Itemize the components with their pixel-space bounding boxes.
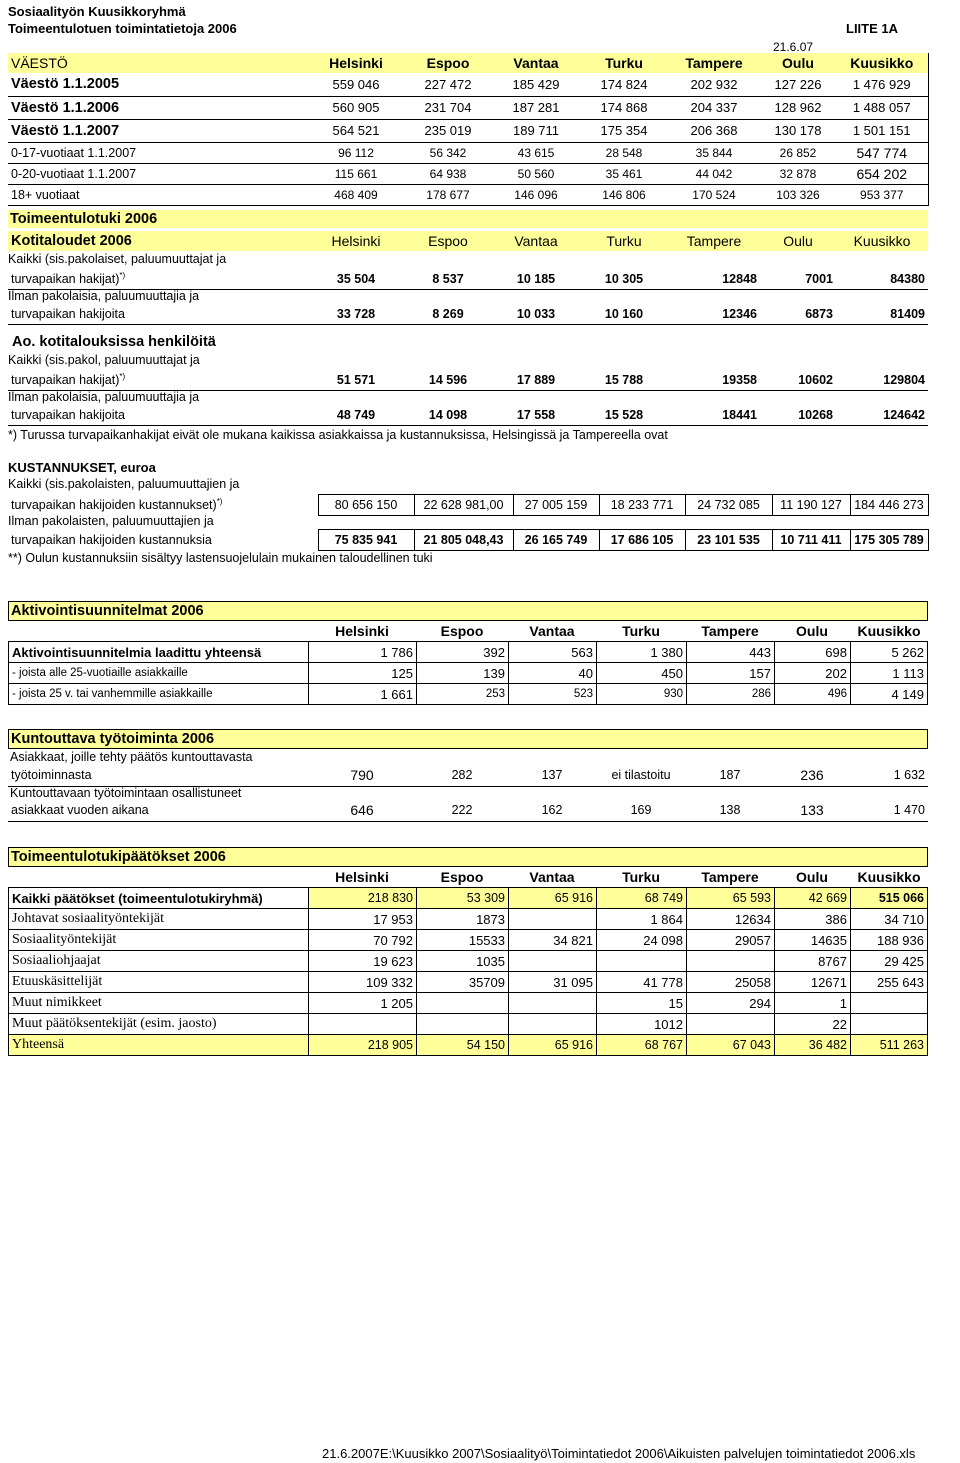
col-turku: Turku bbox=[622, 623, 660, 639]
value-cell: 34 710 bbox=[851, 909, 928, 930]
population-row bbox=[8, 96, 928, 119]
value-cell bbox=[851, 1014, 928, 1035]
value-cell bbox=[597, 951, 687, 972]
value-cell: 496 bbox=[775, 684, 851, 705]
value-cell: 54 150 bbox=[417, 1035, 509, 1056]
row-label: Väestö 1.1.2007 bbox=[11, 122, 120, 139]
col-espoo: Espoo bbox=[440, 623, 484, 639]
p-excl-row bbox=[8, 405, 928, 426]
value-cell: 115 661 bbox=[334, 166, 378, 181]
value-cell: 65 916 bbox=[509, 888, 597, 909]
value-cell: 133 bbox=[800, 801, 824, 818]
col-turku: Turku bbox=[605, 55, 643, 71]
rehab-row-2 bbox=[8, 799, 928, 822]
value-cell: 450 bbox=[597, 663, 687, 684]
support-footnote: *) Turussa turvapaikanhakijat eivät ole mukana kaikissa asiakkaissa ja kustannuksissa, Helsingissä ja Tampereella ovat bbox=[8, 428, 668, 442]
row-label: 0-17-vuotiaat 1.1.2007 bbox=[11, 145, 137, 160]
row-label: - joista 25 v. tai vanhemmille asiakkaille bbox=[9, 684, 309, 705]
value-cell: 1 786 bbox=[309, 642, 417, 663]
value-cell: 124642 bbox=[883, 408, 925, 422]
value-cell: 17 953 bbox=[309, 909, 417, 930]
value-cell: 10602 bbox=[798, 373, 833, 387]
row-label: Sosiaalityöntekijät bbox=[9, 930, 309, 951]
col-vantaa: Vantaa bbox=[529, 869, 575, 885]
costs-all-label-1: Kaikki (sis.pakolaisten, paluumuuttajien ja bbox=[8, 477, 240, 491]
value-cell: 15 788 bbox=[604, 373, 644, 387]
value-cell bbox=[687, 1014, 775, 1035]
value-cell: 294 bbox=[687, 993, 775, 1014]
activation-row bbox=[9, 663, 928, 684]
value-cell: 10 160 bbox=[604, 307, 644, 321]
footnote-mark: *) bbox=[216, 497, 223, 507]
value-cell: 19358 bbox=[722, 373, 757, 387]
value-cell: 48 749 bbox=[336, 408, 376, 422]
value-cell: 222 bbox=[451, 802, 473, 817]
hh-all-label-2: turvapaikan hakijat) bbox=[11, 272, 120, 287]
decisions-sum-row bbox=[9, 1035, 928, 1056]
value-cell: 286 bbox=[687, 684, 775, 705]
value-cell: 511 263 bbox=[851, 1035, 928, 1056]
value-cell: 12671 bbox=[775, 972, 851, 993]
col-kuusikko: Kuusikko bbox=[857, 869, 921, 885]
col-tampere: Tampere bbox=[701, 869, 759, 885]
value-cell: 235 019 bbox=[424, 123, 472, 138]
value-cell: 1 661 bbox=[309, 684, 417, 705]
population-row bbox=[8, 142, 928, 163]
rehab-r1-label-1: Asiakkaat, joille tehty päätös kuntouttavasta bbox=[10, 750, 253, 764]
value-cell: 185 429 bbox=[512, 76, 560, 92]
activation-header bbox=[8, 621, 928, 641]
appendix-label: LIITE 1A bbox=[846, 21, 899, 36]
value-cell: 175 354 bbox=[600, 123, 648, 138]
value-cell: 174 824 bbox=[600, 76, 648, 92]
value-cell: 67 043 bbox=[687, 1035, 775, 1056]
decisions-row bbox=[9, 972, 928, 993]
value-cell: 564 521 bbox=[332, 123, 380, 138]
value-cell: 1012 bbox=[597, 1014, 687, 1035]
value-cell: 28 548 bbox=[605, 145, 643, 160]
value-cell: 392 bbox=[417, 642, 509, 663]
value-cell: 21 805 048,43 bbox=[414, 530, 513, 551]
value-cell: 218 905 bbox=[309, 1035, 417, 1056]
row-label: 0-20-vuotiaat 1.1.2007 bbox=[11, 166, 137, 181]
col-oulu: Oulu bbox=[796, 623, 828, 639]
value-cell: 174 868 bbox=[600, 100, 648, 115]
org-name: Sosiaalityön Kuusikkoryhmä bbox=[8, 4, 186, 19]
value-cell: 8767 bbox=[775, 951, 851, 972]
col-helsinki: Helsinki bbox=[329, 55, 383, 71]
col-tampere: Tampere bbox=[685, 55, 743, 71]
value-cell: 26 165 749 bbox=[513, 530, 599, 551]
col-turku: Turku bbox=[622, 869, 660, 885]
hh-all-row bbox=[8, 269, 928, 290]
value-cell: 24 098 bbox=[597, 930, 687, 951]
value-cell: 103 326 bbox=[776, 187, 820, 202]
value-cell: 35 844 bbox=[695, 145, 733, 160]
value-cell: 36 482 bbox=[775, 1035, 851, 1056]
value-cell: 5 262 bbox=[851, 642, 928, 663]
value-cell: 1 380 bbox=[597, 642, 687, 663]
value-cell: 68 749 bbox=[597, 888, 687, 909]
value-cell: 27 005 159 bbox=[513, 495, 599, 516]
decisions-title: Toimeentulotukipäätökset 2006 bbox=[8, 847, 928, 867]
value-cell: 81409 bbox=[890, 307, 925, 321]
value-cell: 8 269 bbox=[432, 307, 464, 321]
households-header bbox=[8, 231, 928, 251]
value-cell: 1 470 bbox=[893, 802, 925, 817]
value-cell: 547 774 bbox=[856, 144, 908, 161]
col-helsinki: Helsinki bbox=[331, 233, 381, 249]
value-cell: 33 728 bbox=[336, 307, 376, 321]
hh-excl-row bbox=[8, 304, 928, 325]
value-cell: 68 767 bbox=[597, 1035, 687, 1056]
activation-row bbox=[9, 642, 928, 663]
value-cell: 175 305 789 bbox=[850, 530, 928, 551]
row-label: Väestö 1.1.2006 bbox=[11, 99, 120, 116]
value-cell: 8 537 bbox=[432, 272, 464, 286]
activation-title: Aktivointisuunnitelmat 2006 bbox=[8, 601, 928, 621]
value-cell bbox=[509, 909, 597, 930]
value-cell: 25058 bbox=[687, 972, 775, 993]
col-kuusikko: Kuusikko bbox=[857, 623, 921, 639]
population-table bbox=[8, 53, 929, 206]
value-cell: 559 046 bbox=[332, 76, 380, 92]
value-cell: 1035 bbox=[417, 951, 509, 972]
activation-table bbox=[8, 641, 928, 705]
value-cell: 184 446 273 bbox=[850, 495, 928, 516]
value-cell bbox=[417, 993, 509, 1014]
value-cell: 188 936 bbox=[851, 930, 928, 951]
value-cell: 43 615 bbox=[517, 145, 555, 160]
decisions-table bbox=[8, 887, 928, 1056]
value-cell: 35 461 bbox=[605, 166, 643, 181]
value-cell: 187 281 bbox=[512, 100, 560, 115]
col-tampere: Tampere bbox=[701, 623, 759, 639]
value-cell: 146 806 bbox=[602, 187, 646, 202]
value-cell: 1 632 bbox=[893, 767, 925, 782]
value-cell: 17 889 bbox=[516, 373, 556, 387]
value-cell: 10 185 bbox=[516, 272, 556, 286]
footnote-mark: *) bbox=[119, 271, 126, 281]
col-oulu: Oulu bbox=[782, 55, 814, 71]
value-cell: 1 488 057 bbox=[852, 100, 911, 115]
value-cell: 65 593 bbox=[687, 888, 775, 909]
value-cell: 34 821 bbox=[509, 930, 597, 951]
col-vantaa: Vantaa bbox=[529, 623, 575, 639]
value-cell: 11 190 127 bbox=[772, 495, 850, 516]
value-cell bbox=[509, 993, 597, 1014]
value-cell: 56 342 bbox=[429, 145, 467, 160]
value-cell: 282 bbox=[451, 767, 473, 782]
costs-excl-label-1: Ilman pakolaisten, paluumuuttajien ja bbox=[8, 514, 214, 528]
value-cell: 162 bbox=[541, 802, 563, 817]
value-cell: 17 686 105 bbox=[599, 530, 685, 551]
report-date: 21.6.07 bbox=[773, 40, 814, 54]
value-cell bbox=[687, 951, 775, 972]
decisions-row bbox=[9, 1014, 928, 1035]
value-cell: 80 656 150 bbox=[318, 495, 414, 516]
value-cell: 646 bbox=[350, 801, 374, 818]
value-cell: 23 101 535 bbox=[685, 530, 772, 551]
value-cell: 6873 bbox=[805, 307, 833, 321]
value-cell: 206 368 bbox=[690, 123, 738, 138]
value-cell: ei tilastoitu bbox=[611, 767, 671, 782]
p-all-row bbox=[8, 370, 928, 391]
value-cell: 75 835 941 bbox=[318, 530, 414, 551]
value-cell: 10268 bbox=[798, 408, 833, 422]
value-cell: 563 bbox=[509, 642, 597, 663]
decisions-row bbox=[9, 951, 928, 972]
value-cell: 14635 bbox=[775, 930, 851, 951]
col-espoo: Espoo bbox=[428, 233, 468, 249]
value-cell: 139 bbox=[417, 663, 509, 684]
col-oulu: Oulu bbox=[796, 869, 828, 885]
row-label: - joista alle 25-vuotiaille asiakkaille bbox=[9, 663, 309, 684]
value-cell: 170 524 bbox=[692, 187, 736, 202]
value-cell: 64 938 bbox=[429, 166, 467, 181]
value-cell: 51 571 bbox=[336, 373, 376, 387]
costs-footnote: **) Oulun kustannuksiin sisältyy lastensuojelulain mukainen taloudellinen tuki bbox=[8, 551, 433, 565]
document-subtitle: Toimeentulotuen toimintatietoja 2006 bbox=[8, 21, 237, 36]
value-cell: 202 932 bbox=[690, 76, 738, 92]
rehab-title: Kuntouttava työtoiminta 2006 bbox=[8, 729, 928, 749]
value-cell: 12848 bbox=[722, 272, 757, 286]
value-cell: 1 476 929 bbox=[852, 76, 911, 92]
row-label: Väestö 1.1.2005 bbox=[11, 76, 120, 93]
value-cell: 14 098 bbox=[428, 408, 468, 422]
costs-all-label-2: turvapaikan hakijoiden kustannukset) bbox=[11, 498, 217, 513]
p-all-label-1: Kaikki (sis.pakol, paluumuuttajat ja bbox=[8, 353, 200, 367]
value-cell: 17 558 bbox=[516, 408, 556, 422]
value-cell: 178 677 bbox=[426, 187, 470, 202]
col-kuusikko: Kuusikko bbox=[850, 55, 914, 71]
col-oulu: Oulu bbox=[783, 233, 813, 249]
value-cell: 231 704 bbox=[424, 100, 472, 115]
costs-excl-row bbox=[8, 529, 929, 551]
value-cell: 50 560 bbox=[517, 166, 555, 181]
value-cell: 138 bbox=[719, 802, 741, 817]
value-cell: 129804 bbox=[883, 373, 925, 387]
value-cell bbox=[417, 1014, 509, 1035]
value-cell: 218 830 bbox=[309, 888, 417, 909]
value-cell: 65 916 bbox=[509, 1035, 597, 1056]
decisions-header bbox=[8, 867, 928, 887]
value-cell: 169 bbox=[630, 802, 652, 817]
value-cell: 204 337 bbox=[690, 100, 738, 115]
value-cell: 10 305 bbox=[604, 272, 644, 286]
value-cell: 19 623 bbox=[309, 951, 417, 972]
persons-label: Ao. kotitalouksissa henkilöitä bbox=[12, 334, 216, 350]
decisions-total-row bbox=[9, 888, 928, 909]
value-cell: 698 bbox=[775, 642, 851, 663]
value-cell: 4 149 bbox=[851, 684, 928, 705]
value-cell: 146 096 bbox=[514, 187, 558, 202]
value-cell: 10 033 bbox=[516, 307, 556, 321]
value-cell: 18441 bbox=[722, 408, 757, 422]
value-cell: 125 bbox=[309, 663, 417, 684]
value-cell: 255 643 bbox=[851, 972, 928, 993]
value-cell: 29057 bbox=[687, 930, 775, 951]
value-cell: 14 596 bbox=[428, 373, 468, 387]
population-row bbox=[8, 119, 928, 142]
col-helsinki: Helsinki bbox=[335, 869, 389, 885]
value-cell: 1873 bbox=[417, 909, 509, 930]
value-cell: 15 528 bbox=[604, 408, 644, 422]
value-cell: 560 905 bbox=[332, 100, 380, 115]
decisions-row bbox=[9, 930, 928, 951]
value-cell: 53 309 bbox=[417, 888, 509, 909]
value-cell: 10 711 411 bbox=[772, 530, 850, 551]
value-cell: 7001 bbox=[805, 272, 833, 286]
value-cell: 202 bbox=[775, 663, 851, 684]
value-cell bbox=[509, 1014, 597, 1035]
value-cell: 12634 bbox=[687, 909, 775, 930]
costs-all-row bbox=[8, 494, 929, 516]
value-cell bbox=[309, 1014, 417, 1035]
value-cell: 31 095 bbox=[509, 972, 597, 993]
value-cell: 157 bbox=[687, 663, 775, 684]
p-excl-label-1: Ilman pakolaisia, paluumuuttajia ja bbox=[8, 390, 200, 404]
value-cell: 29 425 bbox=[851, 951, 928, 972]
support-title: Toimeentulotuki 2006 bbox=[8, 210, 928, 228]
value-cell: 15 bbox=[597, 993, 687, 1014]
value-cell: 1 205 bbox=[309, 993, 417, 1014]
decisions-row bbox=[9, 993, 928, 1014]
rehab-r2-label-1: Kuntouttavaan työtoimintaan osallistuneet bbox=[10, 786, 242, 800]
row-label: Muut päätöksentekijät (esim. jaosto) bbox=[9, 1014, 309, 1035]
value-cell: 189 711 bbox=[512, 123, 560, 138]
hh-excl-label-1: Ilman pakolaisia, paluumuuttajia ja bbox=[8, 289, 200, 303]
value-cell: 468 409 bbox=[334, 187, 378, 202]
hh-excl-label-2: turvapaikan hakijoita bbox=[11, 307, 125, 321]
value-cell: 26 852 bbox=[779, 145, 817, 160]
value-cell: 253 bbox=[417, 684, 509, 705]
row-label: Muut nimikkeet bbox=[9, 993, 309, 1014]
value-cell: 236 bbox=[800, 766, 824, 783]
row-label: Johtavat sosiaalityöntekijät bbox=[9, 909, 309, 930]
col-turku: Turku bbox=[606, 233, 642, 249]
costs-excl-label-2: turvapaikan hakijoiden kustannuksia bbox=[11, 533, 212, 547]
population-row bbox=[8, 184, 928, 205]
col-vantaa: Vantaa bbox=[513, 55, 559, 71]
value-cell: 22 628 981,00 bbox=[414, 495, 513, 516]
households-label: Kotitaloudet 2006 bbox=[11, 233, 132, 249]
value-cell: 523 bbox=[509, 684, 597, 705]
hh-all-label-1: Kaikki (sis.pakolaiset, paluumuuttajat ja bbox=[8, 252, 227, 266]
value-cell: 15533 bbox=[417, 930, 509, 951]
value-cell: 35 504 bbox=[336, 272, 376, 286]
value-cell: 41 778 bbox=[597, 972, 687, 993]
costs-title: KUSTANNUKSET, euroa bbox=[8, 460, 156, 475]
value-cell: 790 bbox=[350, 766, 374, 783]
value-cell: 1 501 151 bbox=[852, 123, 911, 138]
rehab-r1-label-2: työtoiminnasta bbox=[11, 767, 92, 782]
value-cell: 40 bbox=[509, 663, 597, 684]
value-cell: 109 332 bbox=[309, 972, 417, 993]
value-cell: 12346 bbox=[722, 307, 757, 321]
col-espoo: Espoo bbox=[440, 869, 484, 885]
value-cell: 35709 bbox=[417, 972, 509, 993]
p-all-label-2: turvapaikan hakijat) bbox=[11, 373, 120, 388]
value-cell: 386 bbox=[775, 909, 851, 930]
value-cell: 130 178 bbox=[774, 123, 822, 138]
value-cell bbox=[509, 951, 597, 972]
row-label: 18+ vuotiaat bbox=[11, 187, 80, 202]
p-excl-label-2: turvapaikan hakijoita bbox=[11, 408, 125, 422]
value-cell: 1 bbox=[775, 993, 851, 1014]
decisions-row bbox=[9, 909, 928, 930]
value-cell: 137 bbox=[541, 767, 563, 782]
value-cell: 42 669 bbox=[775, 888, 851, 909]
value-cell: 227 472 bbox=[424, 76, 472, 92]
footnote-mark: *) bbox=[119, 372, 126, 382]
value-cell: 953 377 bbox=[860, 187, 904, 202]
value-cell: 24 732 085 bbox=[685, 495, 772, 516]
value-cell: 654 202 bbox=[856, 165, 908, 182]
col-espoo: Espoo bbox=[426, 55, 470, 71]
value-cell: 22 bbox=[775, 1014, 851, 1035]
file-path-footer: 21.6.2007E:\Kuusikko 2007\Sosiaalityö\Toimintatiedot 2006\Aikuisten palvelujen toimintatiedot 2006.xls bbox=[322, 1446, 916, 1461]
row-label: Sosiaaliohjaajat bbox=[9, 951, 309, 972]
value-cell: 96 112 bbox=[338, 145, 374, 160]
value-cell: 127 226 bbox=[774, 76, 822, 92]
value-cell: 44 042 bbox=[695, 166, 733, 181]
col-vantaa: Vantaa bbox=[514, 233, 558, 249]
value-cell: 187 bbox=[719, 767, 741, 782]
value-cell bbox=[851, 993, 928, 1014]
row-label: Aktivointisuunnitelmia laadittu yhteensä bbox=[9, 642, 309, 663]
rehab-row-1 bbox=[8, 764, 928, 787]
value-cell: 443 bbox=[687, 642, 775, 663]
col-kuusikko: Kuusikko bbox=[853, 233, 911, 249]
row-label: Yhteensä bbox=[9, 1035, 309, 1056]
rehab-r2-label-2: asiakkaat vuoden aikana bbox=[11, 802, 149, 817]
value-cell: 930 bbox=[597, 684, 687, 705]
value-cell: 515 066 bbox=[851, 888, 928, 909]
row-label: Kaikki päätökset (toimeentulotukiryhmä) bbox=[9, 888, 309, 909]
population-label: VÄESTÖ bbox=[11, 55, 68, 71]
value-cell: 32 878 bbox=[779, 166, 817, 181]
value-cell: 128 962 bbox=[774, 100, 822, 115]
col-tampere: Tampere bbox=[686, 233, 742, 249]
value-cell: 1 864 bbox=[597, 909, 687, 930]
activation-row bbox=[9, 684, 928, 705]
population-row bbox=[8, 73, 928, 96]
value-cell: 84380 bbox=[890, 272, 925, 286]
value-cell: 1 113 bbox=[851, 663, 928, 684]
col-helsinki: Helsinki bbox=[335, 623, 389, 639]
population-row bbox=[8, 163, 928, 184]
value-cell: 18 233 771 bbox=[599, 495, 685, 516]
row-label: Etuuskäsittelijät bbox=[9, 972, 309, 993]
value-cell: 70 792 bbox=[309, 930, 417, 951]
